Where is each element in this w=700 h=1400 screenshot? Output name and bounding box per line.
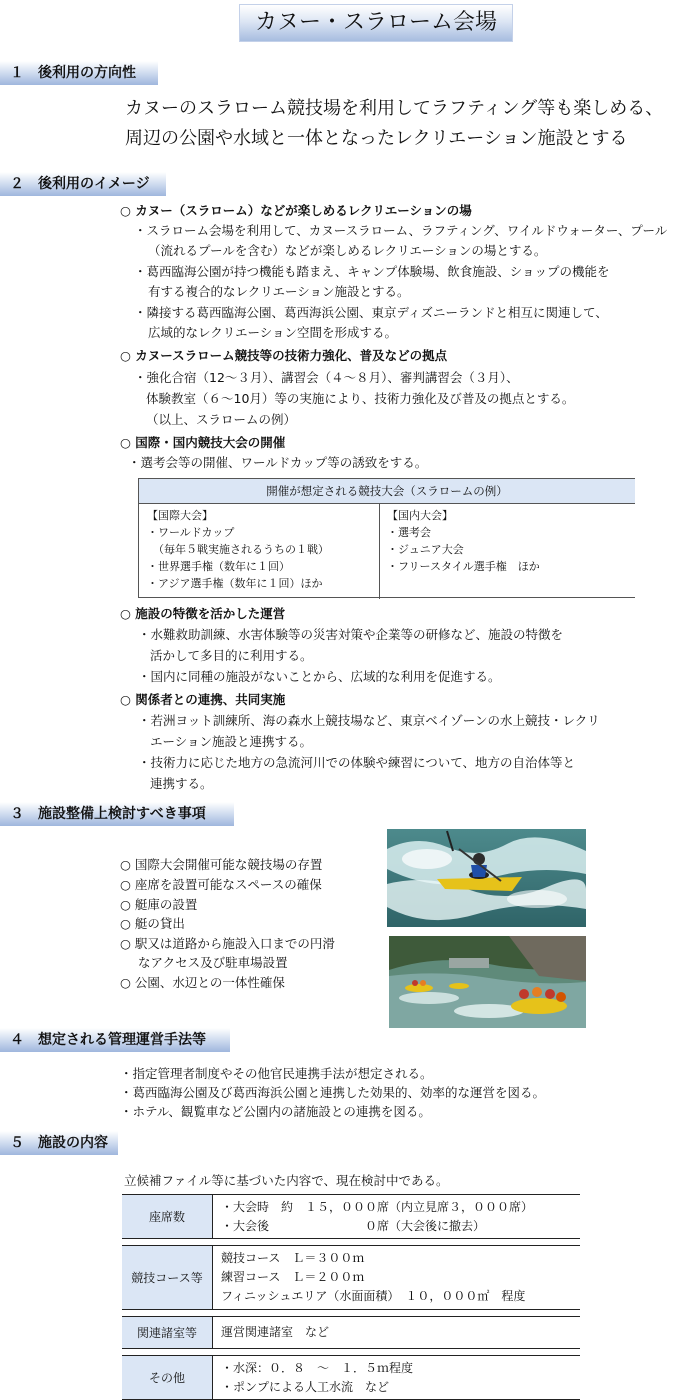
bullet-line: エーション施設と連携する。 xyxy=(150,734,313,749)
section-4-heading: ４ 想定される管理運営手法等 xyxy=(0,1028,230,1052)
canoe-whitewater-photo xyxy=(387,829,586,927)
facility-intro: 立候補ファイル等に基づいた内容で、現在検討中である。 xyxy=(124,1173,449,1188)
row-value xyxy=(213,1356,581,1400)
event-line: ・アジア選手権（数年に１回）ほか xyxy=(147,577,323,590)
events-table xyxy=(138,478,635,598)
check-item: ○ 艇庫の設置 xyxy=(120,897,198,912)
bullet-line: ・水難救助訓練、水害体験等の災害対策や企業等の研修など、施設の特徴を xyxy=(138,627,564,642)
event-line: （毎年５戦実施されるうちの１戦） xyxy=(153,543,329,556)
competitions-heading: ○ 国際・国内競技大会の開催 xyxy=(120,435,286,450)
section-5-heading: ５ 施設の内容 xyxy=(0,1131,118,1155)
row-value xyxy=(213,1195,581,1239)
check-item: ○ 艇の貸出 xyxy=(120,916,185,931)
value-line: ・水深：０．８ ～ １．５ｍ程度 xyxy=(221,1360,414,1375)
value-line: ・ポンプによる人工水流 など xyxy=(221,1379,390,1394)
bullet-line: ・技術力に応じた地方の急流河川での体験や練習について、地方の自治体等と xyxy=(138,755,576,770)
section-3-heading: ３ 施設整備上検討すべき事項 xyxy=(0,802,234,826)
event-line: ・ジュニア大会 xyxy=(387,543,464,556)
check-item: ○ 駅又は道路から施設入口までの円滑 xyxy=(120,936,335,951)
bullet-line: ・国内に同種の施設がないことから、広域的な利用を促進する。 xyxy=(138,669,501,684)
bullet-line: （流れるプールを含む）などが楽しめるレクリエーションの場とする。 xyxy=(148,243,547,258)
bullet-line: ・強化合宿（12～３月）、講習会（４～８月）、審判講習会（３月）、 xyxy=(134,370,519,385)
bullet-line: ・選考会等の開催、ワールドカップ等の誘致をする。 xyxy=(128,455,428,470)
value-line: ・大会時 約 １５，０００席（内立見席３，０００席） xyxy=(221,1199,534,1214)
row-value xyxy=(213,1246,581,1310)
events-table-header: 開催が想定される競技大会（スラロームの例） xyxy=(139,479,635,504)
check-item: なアクセス及び駐車場設置 xyxy=(138,955,288,970)
row-label: 関連諸室等 xyxy=(122,1317,213,1349)
direction-line-2: 周辺の公園や水域と一体となったレクリエーション施設とする xyxy=(125,128,628,149)
event-line: 【国際大会】 xyxy=(147,509,213,522)
bullet-line: ・スラローム会場を利用して、カヌースラローム、ラフティング、ワイルドウォーター、プール xyxy=(134,223,668,238)
table-row xyxy=(122,1317,580,1349)
event-line: ・選考会 xyxy=(387,526,431,539)
event-line: ・世界選手権（数年に１回） xyxy=(147,560,290,573)
page-title: カヌー・スラローム会場 xyxy=(239,4,513,42)
bullet-line: ・葛西臨海公園が持つ機能も踏まえ、キャンプ体験場、飲食施設、ショップの機能を xyxy=(134,264,610,279)
domestic-events xyxy=(387,507,540,575)
table-row xyxy=(122,1356,580,1400)
international-events xyxy=(147,507,329,592)
facility-operation-heading: ○ 施設の特徴を活かした運営 xyxy=(120,606,286,621)
rafting-photo xyxy=(389,936,586,1028)
bullet-line: （以上、スラロームの例） xyxy=(146,412,297,427)
bullet-line: 広域的なレクリエーション空間を形成する。 xyxy=(148,325,398,340)
management-item: ・葛西臨海公園及び葛西海浜公園と連携した効果的、効率的な運営を図る。 xyxy=(120,1085,546,1100)
section-1-heading: １ 後利用の方向性 xyxy=(0,61,158,85)
event-line: 【国内大会】 xyxy=(387,509,453,522)
table-row xyxy=(122,1246,580,1310)
bullet-line: ・隣接する葛西臨海公園、葛西海浜公園、東京ディズニーランドと相互に関連して、 xyxy=(134,305,608,320)
bullet-line: 連携する。 xyxy=(150,776,213,791)
recreation-heading: ○ カヌー（スラローム）などが楽しめるレクリエーションの場 xyxy=(120,203,472,218)
value-line: 競技コース Ｌ＝３００ｍ xyxy=(221,1251,365,1265)
bullet-line: 活かして多目的に利用する。 xyxy=(150,648,313,663)
bullet-line: ・若洲ヨット訓練所、海の森水上競技場など、東京ベイゾーンの水上競技・レクリ xyxy=(138,713,600,728)
direction-line-1: カヌーのスラローム競技場を利用してラフティング等も楽しめる、 xyxy=(125,98,664,119)
table-row xyxy=(122,1195,580,1239)
events-divider xyxy=(379,503,380,599)
management-item: ・ホテル、観覧車など公園内の諸施設との連携を図る。 xyxy=(120,1104,431,1119)
value-line: フィニッシュエリア（水面面積） １０，０００㎡ 程度 xyxy=(221,1289,526,1303)
check-item: ○ 国際大会開催可能な競技場の存置 xyxy=(120,857,323,872)
section-2-heading: ２ 後利用のイメージ xyxy=(0,172,166,196)
value-line: 運営関連諸室 など xyxy=(221,1325,330,1339)
event-line: ・ワールドカップ xyxy=(147,526,235,539)
value-line: ・大会後 ０席（大会後に撤去） xyxy=(221,1218,486,1233)
row-label: その他 xyxy=(122,1356,213,1400)
check-item: ○ 座席を設置可能なスペースの確保 xyxy=(120,877,322,892)
training-hub-heading: ○ カヌースラローム競技等の技術力強化、普及などの拠点 xyxy=(120,348,448,363)
row-label: 競技コース等 xyxy=(122,1246,213,1310)
management-item: ・指定管理者制度やその他官民連携手法が想定される。 xyxy=(120,1066,433,1081)
row-value xyxy=(213,1317,581,1349)
bullet-line: 体験教室（６～10月）等の実施により、技術力強化及び普及の拠点とする。 xyxy=(146,391,575,406)
bullet-line: 有する複合的なレクリエーション施設とする。 xyxy=(148,284,410,299)
row-label: 座席数 xyxy=(122,1195,213,1239)
collaboration-heading: ○ 関係者との連携、共同実施 xyxy=(120,692,286,707)
check-item: ○ 公園、水辺との一体性確保 xyxy=(120,975,285,990)
event-line: ・フリースタイル選手権 ほか xyxy=(387,560,540,573)
facility-table xyxy=(122,1194,580,1400)
value-line: 練習コース Ｌ＝２００ｍ xyxy=(221,1270,365,1284)
